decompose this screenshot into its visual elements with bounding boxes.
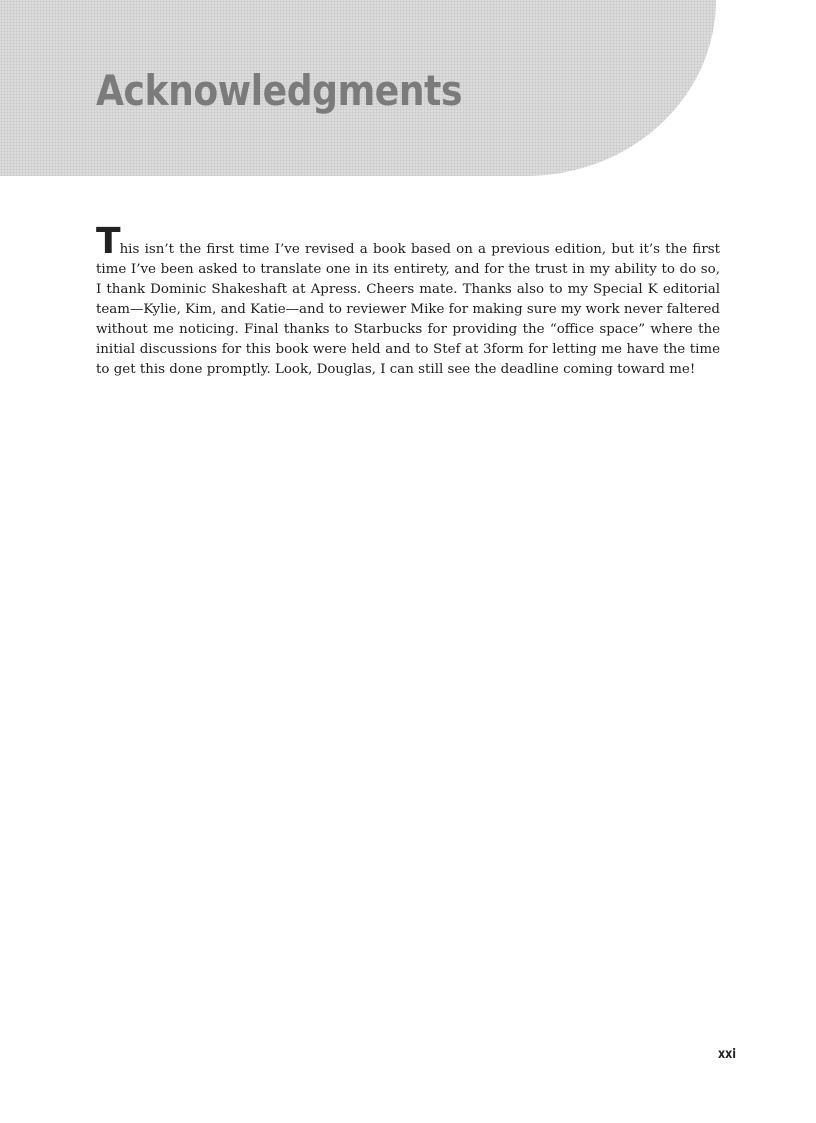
- page-number: xxi: [717, 1047, 736, 1062]
- acknowledgments-paragraph: [96, 221, 720, 380]
- page-title: Acknowledgments: [96, 66, 463, 115]
- drop-cap: T: [96, 221, 120, 262]
- paragraph-text: his isn’t the first time I’ve revised a book based on a previous edition, but it’s the first time I’ve been asked to translate one in its entirety, and for the trust in my ability to do so, I thank Dominic Shakeshaft at Apress. Cheers mate. Thanks also to my Special K editorial team—Kylie, Kim, and Katie—and to reviewer Mike for making sure my work never faltered without me noticing. Final thanks to Starbucks for providing the “office space” where the initial discussions for this book were held and to Stef at 3form for letting me have the time to get this done promptly. Look, Douglas, I can still see the deadline coming toward me!: [96, 242, 720, 377]
